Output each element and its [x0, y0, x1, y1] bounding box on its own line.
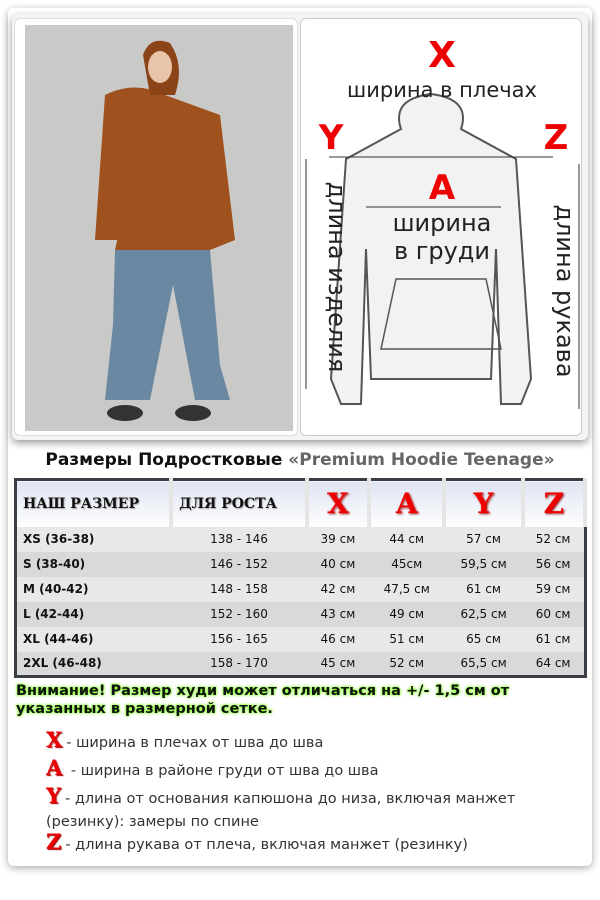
- table-cell: XL (44-46): [23, 632, 94, 646]
- table-cell: 52 см: [369, 652, 444, 677]
- table-cell: 152 - 160: [171, 602, 307, 627]
- table-cell: 45см: [369, 552, 444, 577]
- column-header: Z: [523, 480, 585, 527]
- table-cell: 49 см: [369, 602, 444, 627]
- column-header: НАШ РАЗМЕР: [16, 480, 172, 527]
- legend-letter: Y: [46, 783, 61, 808]
- model-photo: [14, 18, 298, 436]
- title-product: «Premium Hoodie Teenage»: [288, 450, 555, 470]
- column-header: X: [307, 480, 369, 527]
- table-cell: 52 см: [535, 532, 571, 546]
- table-cell: 42 см: [320, 582, 356, 596]
- table-cell: 59 см: [535, 582, 571, 596]
- diagram-letter-z: Z: [543, 118, 569, 158]
- legend-letter: Z: [46, 829, 62, 854]
- table-cell: L (42-44): [16, 602, 172, 627]
- table-cell: 56 см: [523, 552, 585, 577]
- column-header: ДЛЯ РОСТА: [171, 480, 307, 527]
- table-row: [16, 627, 586, 652]
- diagram-a-label-1: ширина: [392, 209, 492, 237]
- column-header: Y: [444, 480, 522, 527]
- size-table: [14, 478, 587, 678]
- table-row: [16, 602, 586, 627]
- legend-letter: X: [46, 727, 63, 752]
- table-cell: 62,5 см: [444, 602, 522, 627]
- page-title: [0, 450, 600, 470]
- table-cell: 47,5 см: [383, 582, 430, 596]
- table-cell: 57 см: [466, 532, 501, 546]
- table-row: [16, 652, 586, 677]
- table-header: [16, 480, 586, 527]
- table-row: [16, 527, 586, 552]
- legend-text: - длина от основания капюшона до низа, включая манжет (резинку): замеры по спине: [46, 791, 516, 830]
- table-row: [16, 577, 586, 602]
- legend-text: - длина рукава от плеча, включая манжет (резинку): [65, 837, 468, 853]
- title-main: Размеры Подростковые: [45, 450, 283, 470]
- table-cell: 146 - 152: [171, 552, 307, 577]
- legend-letter: A: [46, 755, 63, 780]
- legend-item: [46, 728, 546, 755]
- table-cell: 51 см: [389, 632, 425, 646]
- table-cell: 65 см: [466, 632, 501, 646]
- table-cell: 39 см: [320, 532, 356, 546]
- diagram-z-label: длина рукава: [551, 204, 579, 378]
- table-cell: 40 см: [307, 552, 369, 577]
- table-cell: 60 см: [523, 602, 585, 627]
- diagram-a-label-2: в груди: [393, 237, 491, 265]
- diagram-letter-a: A: [428, 168, 456, 208]
- diagram-letter-y: Y: [318, 118, 344, 158]
- table-cell: 65,5 см: [444, 652, 522, 677]
- table-cell: 43 см: [307, 602, 369, 627]
- diagram-y-label: длина изделия: [323, 181, 351, 373]
- table-cell: S (38-40): [16, 552, 172, 577]
- table-cell: 148 - 158: [210, 582, 268, 596]
- table-cell: 45 см: [307, 652, 369, 677]
- diagram-letter-x: X: [428, 35, 456, 76]
- measurement-diagram: [300, 18, 582, 436]
- table-cell: 138 - 146: [210, 532, 268, 546]
- legend-item: [46, 784, 546, 834]
- table-cell: 44 см: [389, 532, 425, 546]
- table-cell: 156 - 165: [210, 632, 268, 646]
- diagram-x-label: ширина в плечах: [347, 78, 537, 102]
- table-cell: 64 см: [523, 652, 585, 677]
- column-header: A: [369, 480, 444, 527]
- legend-text: - ширина в районе груди от шва до шва: [66, 763, 379, 779]
- table-row: [16, 552, 586, 577]
- warning-text: Внимание! Размер худи может отличаться на +/- 1,5 см от указанных в размерной сетке.: [16, 683, 510, 717]
- table-cell: 61 см: [535, 632, 571, 646]
- table-cell: 61 см: [466, 582, 501, 596]
- legend-item: [46, 756, 546, 783]
- table-cell: 46 см: [320, 632, 356, 646]
- table-cell: XS (36-38): [23, 532, 95, 546]
- legend-item: [46, 830, 546, 857]
- table-cell: 2XL (46-48): [16, 652, 172, 677]
- table-cell: 59,5 см: [444, 552, 522, 577]
- table-cell: 158 - 170: [171, 652, 307, 677]
- table-cell: M (40-42): [23, 582, 89, 596]
- legend-text: - ширина в плечах от шва до шва: [66, 735, 324, 751]
